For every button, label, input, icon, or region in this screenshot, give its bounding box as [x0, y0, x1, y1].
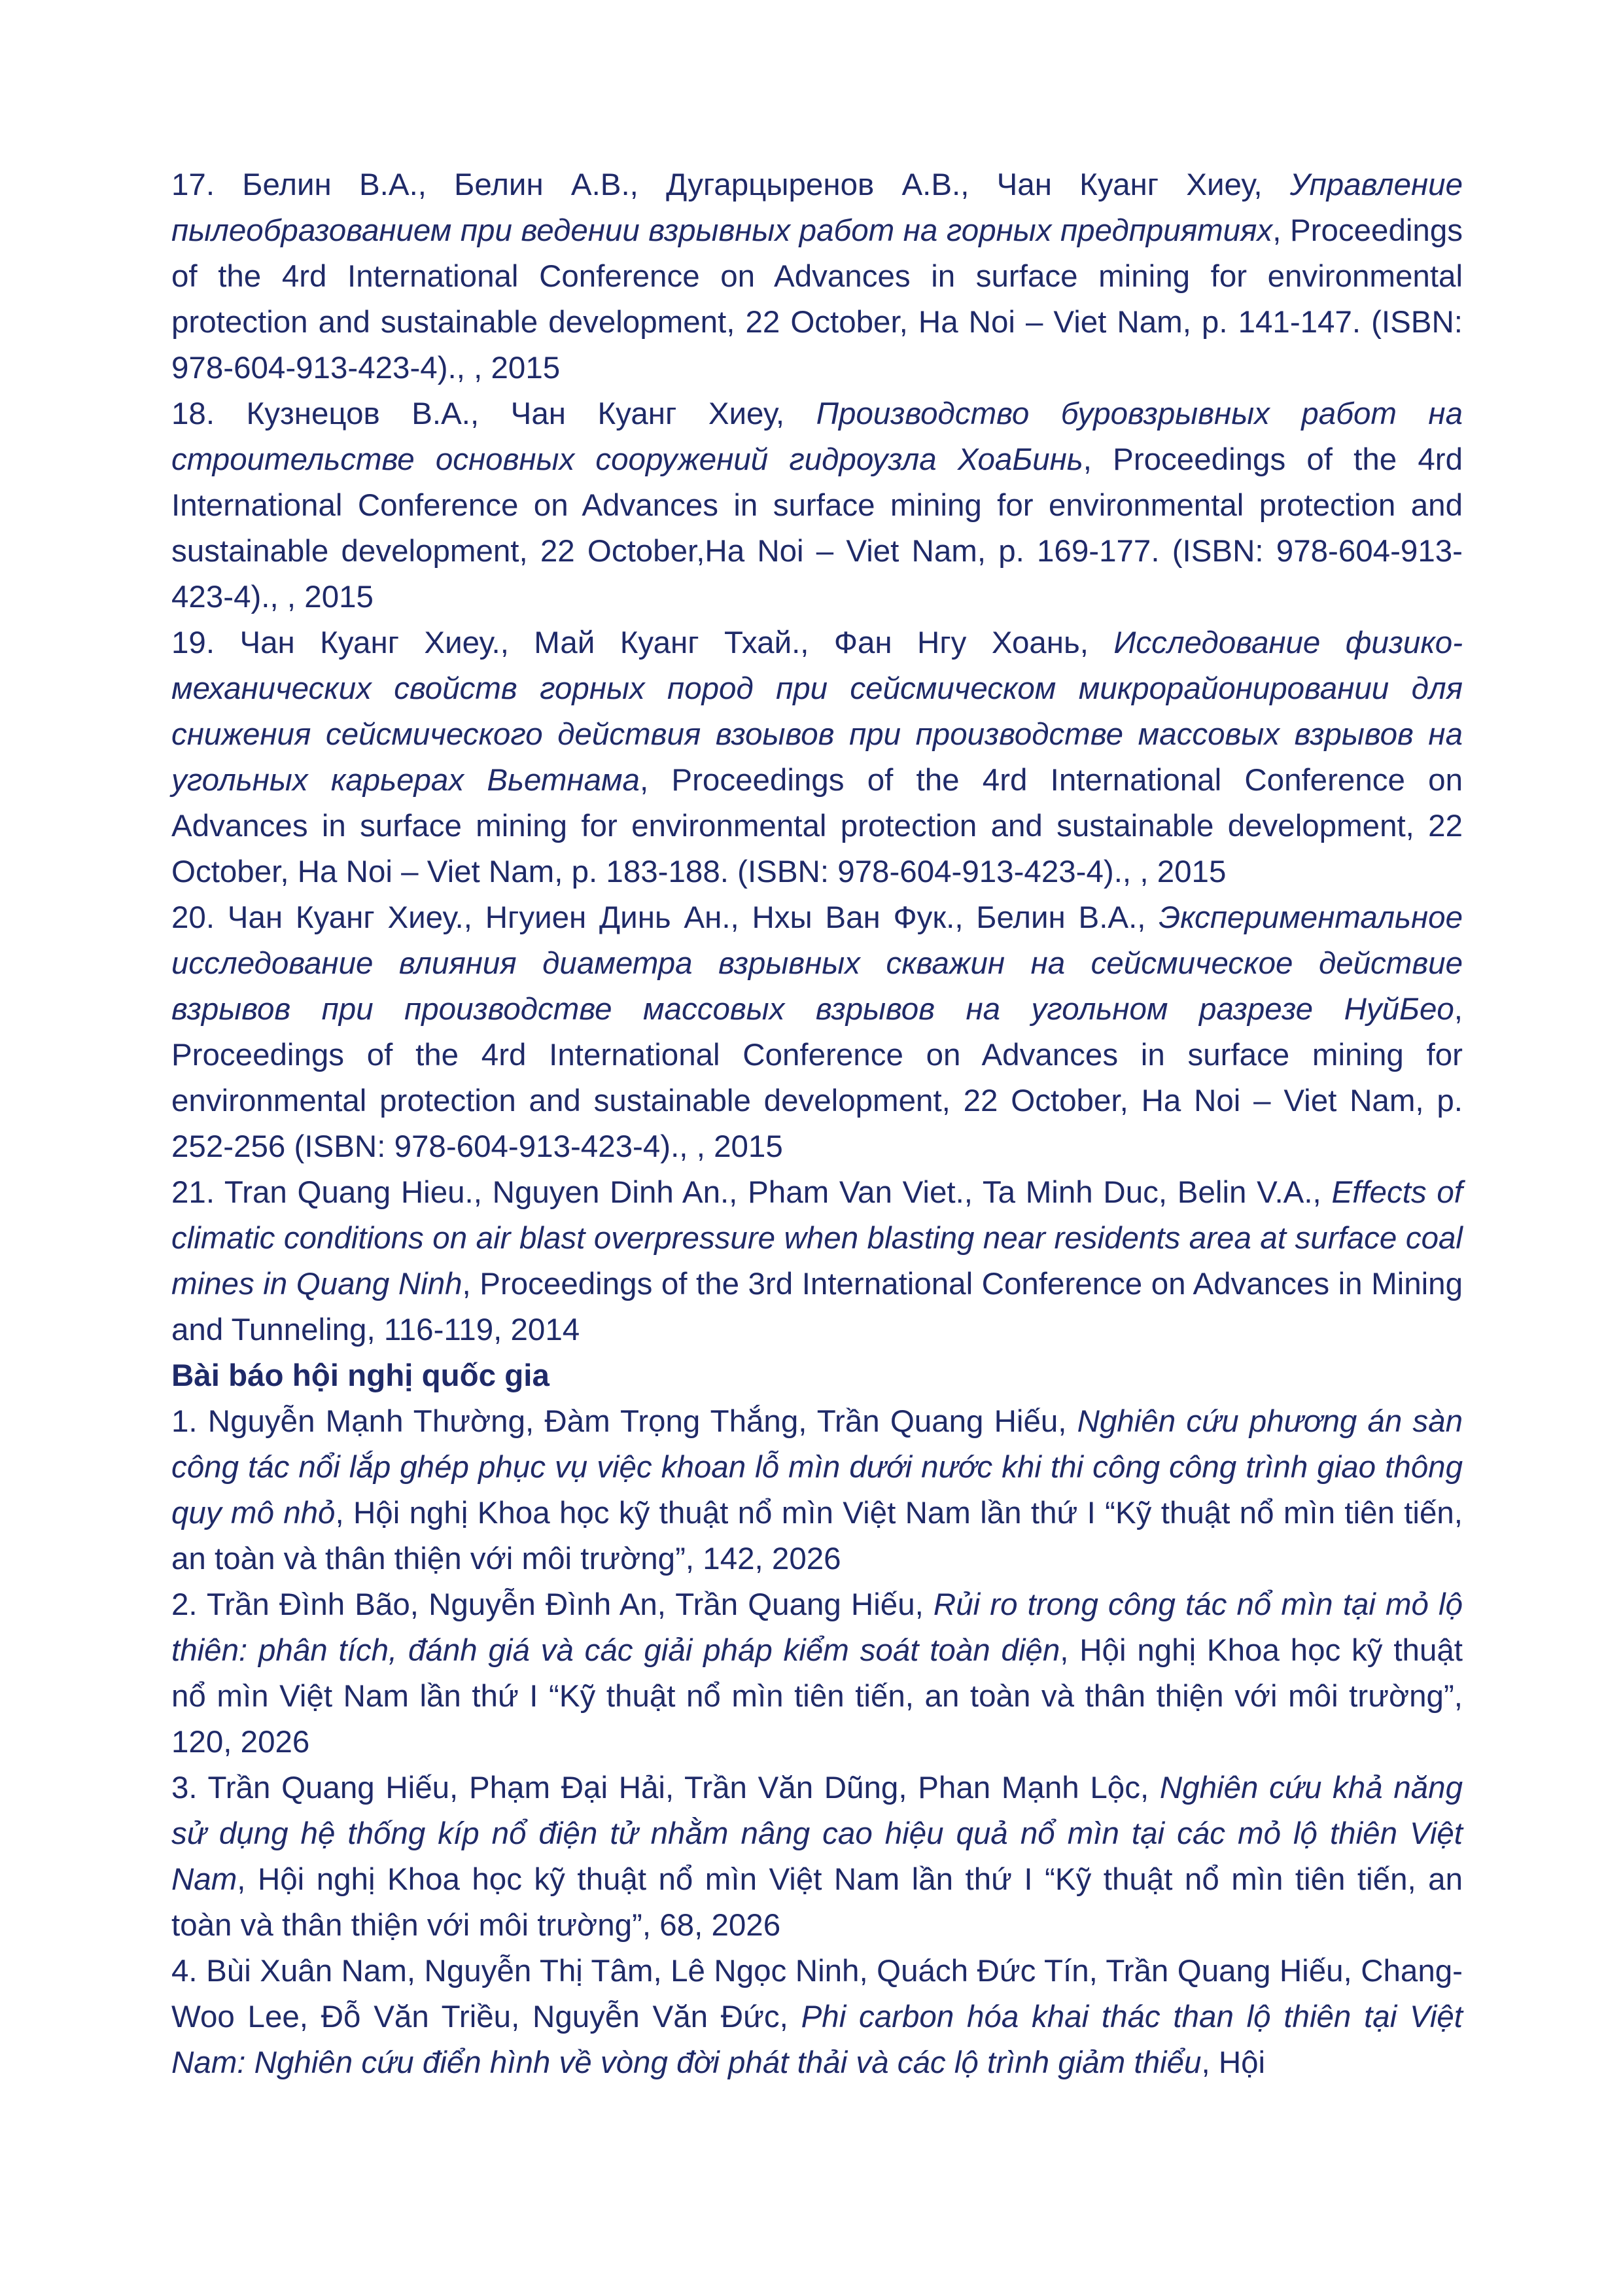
reference-authors: Кузнецов В.А., Чан Куанг Хиеу,: [246, 397, 785, 431]
reference-title: Управление пылеобразованием при ведении взрывных работ на горных предприятиях: [171, 168, 1463, 248]
reference-title: Effects of climatic conditions on air blast overpressure when blasting near residents area at surface coal mines in Quang Ninh: [171, 1175, 1463, 1301]
reference-national-1: [171, 1399, 1463, 1582]
reference-number: 21.: [171, 1175, 215, 1210]
reference-details: , Proceedings of the 4rd International Conference on Advances in surface mining for environmental protection and sustainable development, 22 October, Ha Noi – Viet Nam, p. 252-256 (ISBN: 978-604-913-423-4)., , 2015: [171, 992, 1463, 1164]
reference-details: , Hội nghị Khoa học kỹ thuật nổ mìn Việt Nam lần thứ I “Kỹ thuật nổ mìn tiên tiến, an toàn và thân thiện với môi trường”, 120, 2026: [171, 1633, 1463, 1759]
reference-authors: Чан Куанг Хиеу., Нгуиен Динь Ан., Нхы Ван Фук., Белин В.А.,: [227, 900, 1146, 935]
reference-national-2: [171, 1582, 1463, 1765]
reference-details: , Proceedings of the 4rd International Conference on Advances in surface mining for environmental protection and sustainable development, 22 October, Ha Noi – Viet Nam, p. 141-147. (ISBN: 978-604-913-423-4)., , 2015: [171, 213, 1463, 385]
reference-number: 1.: [171, 1404, 198, 1439]
reference-number: 4.: [171, 1954, 198, 1988]
reference-details: , Hội: [1201, 2045, 1266, 2080]
reference-title: Rủi ro trong công tác nổ mìn tại mỏ lộ thiên: phân tích, đánh giá và các giải pháp kiểm soát toàn diện: [171, 1587, 1463, 1668]
reference-authors: Nguyễn Mạnh Thường, Đàm Trọng Thắng, Trần Quang Hiếu,: [207, 1404, 1067, 1439]
reference-authors: Trần Đình Bão, Nguyễn Đình An, Trần Quang Hiếu,: [206, 1587, 924, 1622]
reference-authors: Чан Куанг Хиеу., Май Куанг Тхай., Фан Нгу Хоань,: [239, 626, 1089, 660]
reference-number: 17.: [171, 168, 215, 202]
reference-details: , Proceedings of the 4rd International Conference on Advances in surface mining for environmental protection and sustainable development, 22 October,Ha Noi – Viet Nam, p. 169-177. (ISBN: 978-604-913-423-4)., , 2015: [171, 442, 1463, 614]
reference-title: Nghiên cứu khả năng sử dụng hệ thống kíp nổ điện tử nhằm nâng cao hiệu quả nổ mìn tại các mỏ lộ thiên Việt Nam: [171, 1771, 1463, 1897]
reference-20: [171, 895, 1463, 1170]
reference-title: Phi carbon hóa khai thác than lộ thiên tại Việt Nam: Nghiên cứu điển hình về vòng đời phát thải và các lộ trình giảm thiểu: [171, 2000, 1463, 2080]
reference-number: 19.: [171, 626, 215, 660]
reference-18: [171, 391, 1463, 620]
reference-title: Производство буровзрывных работ на строительстве основных сооружений гидроузла ХоаБинь: [171, 397, 1463, 477]
document-page: [171, 162, 1463, 2086]
reference-national-3: [171, 1765, 1463, 1949]
reference-21: [171, 1170, 1463, 1353]
reference-authors: Белин В.А., Белин А.В., Дугарцыренов А.В., Чан Куанг Хиеу,: [242, 168, 1263, 202]
reference-19: [171, 620, 1463, 895]
reference-number: 20.: [171, 900, 215, 935]
reference-title: Экспериментальное исследование влияния диаметра взрывных скважин на сейсмическое действие взрывов при производстве массовых взрывов на угольном разрезе НуйБео: [171, 900, 1463, 1027]
reference-title: Nghiên cứu phương án sàn công tác nổi lắp ghép phục vụ việc khoan lỗ mìn dưới nước khi thi công công trình giao thông quy mô nhỏ: [171, 1404, 1463, 1530]
reference-details: , Proceedings of the 3rd International Conference on Advances in Mining and Tunneling, 116-119, 2014: [171, 1267, 1463, 1347]
section-heading: Bài báo hội nghị quốc gia: [171, 1358, 550, 1393]
reference-authors: Bùi Xuân Nam, Nguyễn Thị Tâm, Lê Ngọc Ninh, Quách Đức Tín, Trần Quang Hiếu, Chang-Woo Lee, Đỗ Văn Triều, Nguyễn Văn Đức,: [171, 1954, 1463, 2034]
reference-details: , Proceedings of the 4rd International Conference on Advances in surface mining for environmental protection and sustainable development, 22 October, Ha Noi – Viet Nam, p. 183-188. (ISBN: 978-604-913-423-4)., , 2015: [171, 763, 1463, 889]
reference-national-4: [171, 1949, 1463, 2086]
reference-number: 18.: [171, 397, 215, 431]
reference-authors: Trần Quang Hiếu, Phạm Đại Hải, Trần Văn Dũng, Phan Mạnh Lộc,: [207, 1771, 1149, 1805]
reference-details: , Hội nghị Khoa học kỹ thuật nổ mìn Việt Nam lần thứ I “Kỹ thuật nổ mìn tiên tiến, an toàn và thân thiện với môi trường”, 68, 2026: [171, 1862, 1463, 1943]
reference-title: Исследование физико-механических свойств горных пород при сейсмическом микрорайонировании для снижения сейсмического действия взоывов при производстве массовых взрывов на угольных карьерах Вьетнама: [171, 626, 1463, 798]
reference-17: [171, 162, 1463, 391]
reference-number: 3.: [171, 1771, 198, 1805]
reference-authors: Tran Quang Hieu., Nguyen Dinh An., Pham Van Viet., Ta Minh Duc, Belin V.A.,: [224, 1175, 1321, 1210]
reference-details: , Hội nghị Khoa học kỹ thuật nổ mìn Việt Nam lần thứ I “Kỹ thuật nổ mìn tiên tiến, an toàn và thân thiện với môi trường”, 142, 2026: [171, 1496, 1463, 1576]
reference-number: 2.: [171, 1587, 198, 1622]
